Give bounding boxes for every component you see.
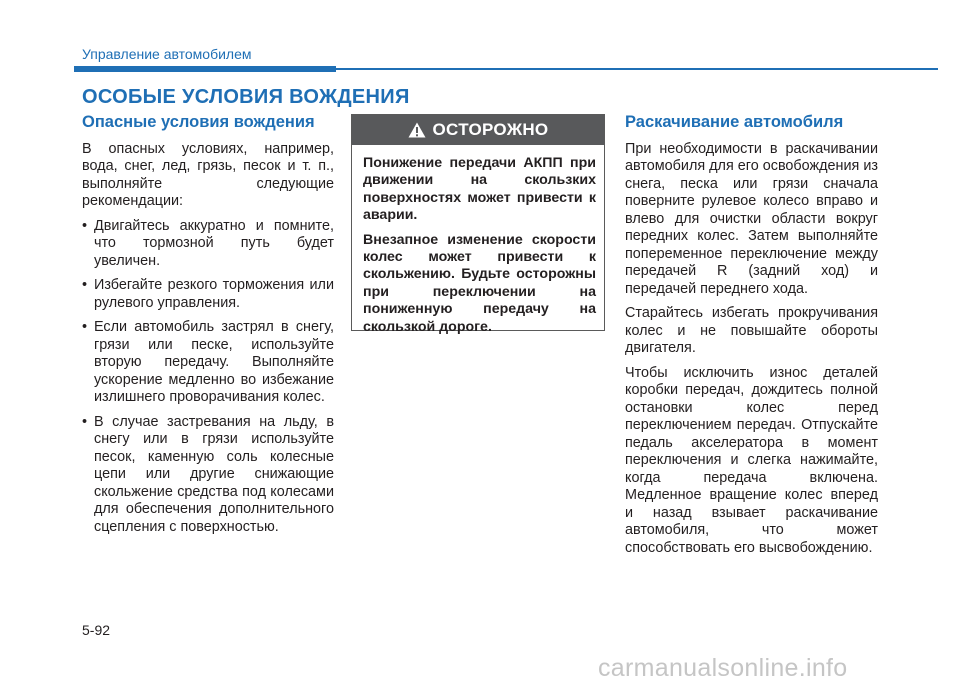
- caution-box: [351, 114, 605, 335]
- header-rule-thick: [74, 66, 336, 72]
- header-title: Управление автомобилем: [82, 46, 252, 62]
- right-column: [625, 114, 878, 564]
- hazard-list-item: [82, 414, 334, 537]
- hazard-list-item: [82, 319, 334, 407]
- rocking-paragraph: Старайтесь избегать прокручивания колес и не повышайте обороты двигателя.: [625, 305, 878, 356]
- left-column: [82, 114, 334, 543]
- bullet-icon: •: [82, 413, 88, 430]
- rocking-paragraph: Чтобы исключить износ деталей коробки передач, дождитесь полной остановки колес перед переключением передач. Отпускайте педаль акселератора в момент переключения и слегка нажимайте, когда передача включена. Медленное вращение колес вперед и назад взывает раскачивание автомобиля, что может способствовать его высвобождению.: [625, 364, 878, 556]
- hazard-list: [82, 218, 334, 537]
- section-title: ОСОБЫЕ УСЛОВИЯ ВОЖДЕНИЯ: [82, 86, 410, 108]
- header-rule-thin: [336, 68, 938, 70]
- rocking-paragraph: При необходимости в раскачивании автомобиля для его освобождения из снега, песка или грязи сначала поверните рулевое колесо вправо и влево для очистки области вокруг передних колес. Затем выполняйте попеременное переключение между передачей R (задний ход) и передачей переднего хода.: [625, 140, 878, 297]
- hazard-list-text: В случае застревания на льду, в снегу или в грязи используйте песок, каменную соль колесные цепи или другие снижающие скольжение средства под колесами для обеспечения дополнительного сцепления с поверхностью.: [94, 413, 334, 535]
- bullet-icon: •: [82, 319, 88, 335]
- caution-header: [352, 115, 604, 145]
- bullet-icon: •: [82, 217, 88, 234]
- caution-title: ОСТОРОЖНО: [432, 120, 549, 139]
- hazard-list-item: [82, 218, 334, 271]
- hazard-list-text: Если автомобиль застрял в снегу, грязи или песке, используйте вторую передачу. Выполняйте ускорение медленно во избежание излишнего проворачивания колес.: [94, 319, 334, 405]
- hazard-list-item: [82, 277, 334, 312]
- rocking-vehicle-heading: Раскачивание автомобиля: [625, 113, 844, 131]
- bullet-icon: •: [82, 277, 88, 293]
- caution-paragraph: Понижение передачи АКПП при движении на скользких поверхностях может привести к аварии.: [363, 155, 596, 224]
- warning-triangle-icon: [408, 122, 426, 138]
- caution-body: [352, 145, 604, 336]
- watermark: carmanualsonline.info: [598, 654, 848, 682]
- hazardous-conditions-heading: Опасные условия вождения: [82, 113, 315, 131]
- hazard-list-text: Двигайтесь аккуратно и помните, что тормозной путь будет увеличен.: [94, 217, 334, 269]
- hazard-list-text: Избегайте резкого торможения или рулевого управления.: [94, 277, 334, 311]
- caution-paragraph: Внезапное изменение скорости колес может привести к скольжению. Будьте осторожны при переключении на пониженную передачу на скользкой дороге.: [363, 231, 596, 335]
- page-number: 5-92: [82, 622, 111, 638]
- hazardous-intro: В опасных условиях, например, вода, снег, лед, грязь, песок и т. п., выполняйте следующие рекомендации:: [82, 140, 334, 209]
